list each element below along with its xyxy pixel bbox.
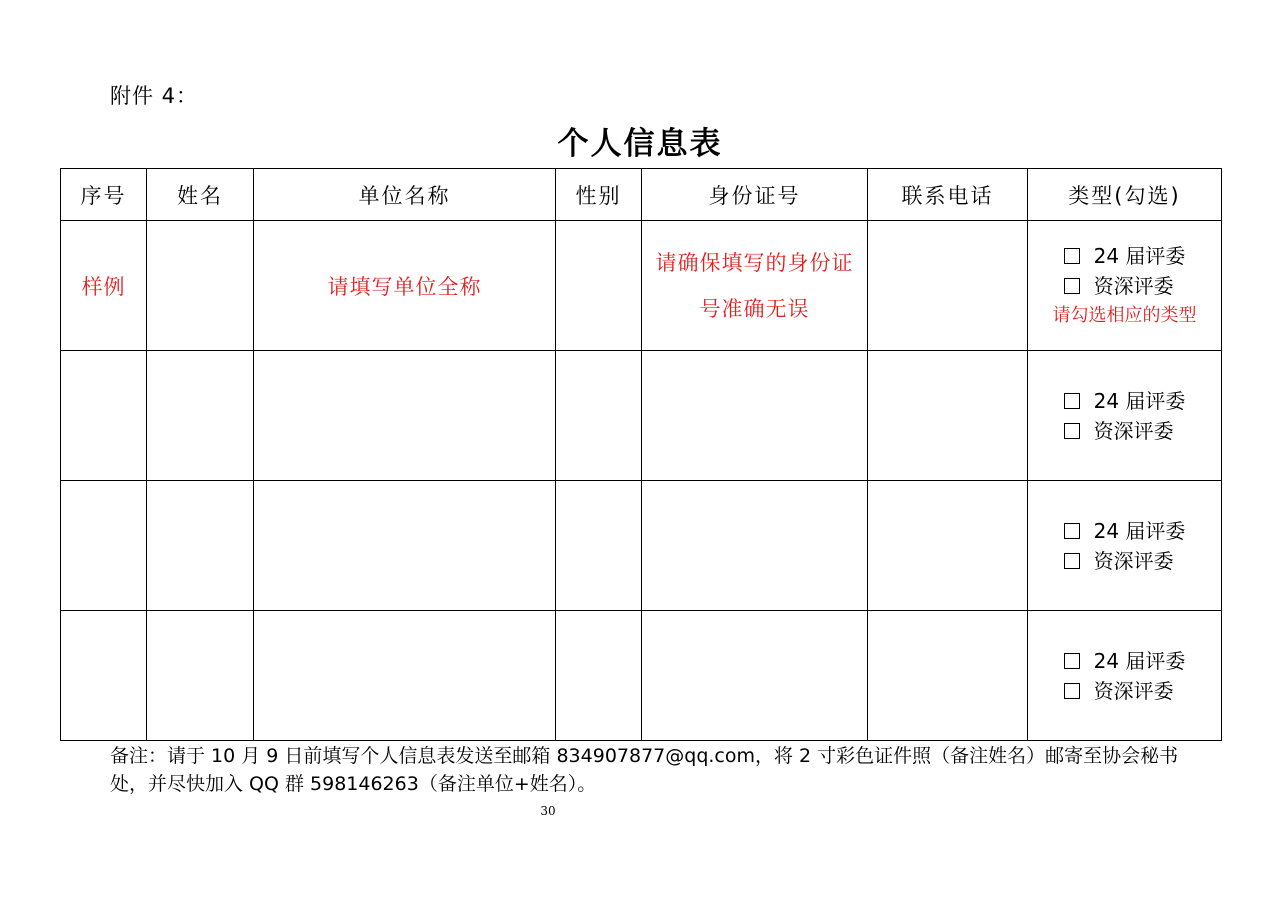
type-option[interactable]: 24 届评委	[1064, 386, 1186, 416]
table-row	[61, 351, 1222, 481]
type-option[interactable]: 24 届评委	[1064, 516, 1186, 546]
cell-organization[interactable]	[254, 351, 556, 481]
type-option[interactable]: 资深评委	[1064, 546, 1186, 576]
header-index: 序号	[61, 169, 147, 221]
table-row	[61, 611, 1222, 741]
id-number-hint: 请确保填写的身份证号准确无误	[655, 250, 854, 321]
cell-name[interactable]	[147, 611, 254, 741]
checkbox-icon[interactable]	[1064, 683, 1080, 699]
cell-gender[interactable]	[556, 221, 642, 351]
header-type: 类型(勾选)	[1028, 169, 1222, 221]
cell-phone[interactable]	[868, 221, 1028, 351]
cell-phone[interactable]	[868, 481, 1028, 611]
cell-id-number[interactable]	[642, 481, 868, 611]
cell-phone[interactable]	[868, 611, 1028, 741]
cell-type	[1028, 611, 1222, 741]
cell-gender[interactable]	[556, 611, 642, 741]
organization-hint: 请填写单位全称	[327, 274, 482, 299]
cell-gender[interactable]	[556, 481, 642, 611]
cell-name[interactable]	[147, 481, 254, 611]
cell-organization[interactable]	[254, 481, 556, 611]
page-number: 30	[540, 804, 556, 818]
checkbox-icon[interactable]	[1064, 553, 1080, 569]
header-gender: 性别	[556, 169, 642, 221]
type-option[interactable]: 24 届评委	[1064, 241, 1186, 271]
type-option[interactable]: 资深评委	[1064, 676, 1186, 706]
cell-type	[1028, 221, 1222, 351]
cell-index[interactable]	[61, 481, 147, 611]
cell-organization[interactable]	[254, 611, 556, 741]
checkbox-icon[interactable]	[1064, 423, 1080, 439]
header-organization: 单位名称	[254, 169, 556, 221]
cell-index[interactable]	[61, 351, 147, 481]
page-title: 个人信息表	[557, 126, 723, 162]
checkbox-icon[interactable]	[1064, 248, 1080, 264]
sample-row	[61, 221, 1222, 351]
header-id-number: 身份证号	[642, 169, 868, 221]
checkbox-icon[interactable]	[1064, 278, 1080, 294]
header-row	[61, 169, 1222, 221]
table-row	[61, 481, 1222, 611]
cell-name[interactable]	[147, 351, 254, 481]
cell-name[interactable]	[147, 221, 254, 351]
type-option[interactable]: 资深评委	[1064, 271, 1186, 301]
cell-phone[interactable]	[868, 351, 1028, 481]
remarks-note: 备注：请于 10 月 9 日前填写个人信息表发送至邮箱 834907877@qq.com，将 2 寸彩色证件照（备注姓名）邮寄至协会秘书处，并尽快加入 QQ 群 598146263（备注单位+姓名）。	[110, 745, 1179, 795]
type-option[interactable]: 24 届评委	[1064, 646, 1186, 676]
cell-index	[61, 221, 147, 351]
cell-index[interactable]	[61, 611, 147, 741]
cell-id-number[interactable]	[642, 351, 868, 481]
checkbox-icon[interactable]	[1064, 523, 1080, 539]
cell-type	[1028, 481, 1222, 611]
type-option[interactable]: 资深评委	[1064, 416, 1186, 446]
header-name: 姓名	[147, 169, 254, 221]
cell-organization[interactable]	[254, 221, 556, 351]
attachment-label: 附件 4：	[110, 84, 199, 108]
type-hint: 请勾选相应的类型	[1052, 304, 1197, 326]
personal-info-table	[60, 168, 1222, 741]
cell-gender[interactable]	[556, 351, 642, 481]
checkbox-icon[interactable]	[1064, 393, 1080, 409]
cell-type	[1028, 351, 1222, 481]
sample-label: 样例	[81, 274, 126, 299]
checkbox-icon[interactable]	[1064, 653, 1080, 669]
cell-id-number[interactable]	[642, 611, 868, 741]
cell-id-number[interactable]	[642, 221, 868, 351]
header-phone: 联系电话	[868, 169, 1028, 221]
